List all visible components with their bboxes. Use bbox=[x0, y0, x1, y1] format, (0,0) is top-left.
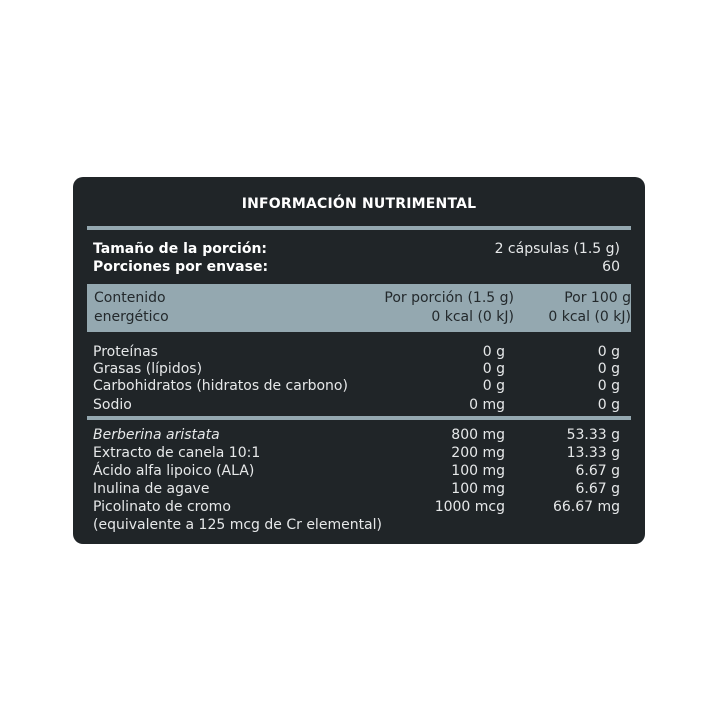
ingredient-per-100g: 13.33 g bbox=[566, 445, 620, 461]
ingredient-per-serving: 100 mg bbox=[451, 463, 505, 479]
servings-per-pack-value: 60 bbox=[602, 259, 620, 275]
ingredient-per-100g: 6.67 g bbox=[575, 481, 620, 497]
ingredient-per-serving: 1000 mcg bbox=[434, 499, 505, 515]
ingredient-per-serving: 800 mg bbox=[451, 427, 505, 443]
serving-size-value: 2 cápsulas (1.5 g) bbox=[494, 241, 620, 257]
ingredient-name: Ácido alfa lipoico (ALA) bbox=[93, 463, 255, 479]
title-divider bbox=[87, 226, 631, 230]
energy-band bbox=[87, 284, 631, 332]
ingredient-name: Extracto de canela 10:1 bbox=[93, 445, 261, 461]
nutrient-per-serving: 0 g bbox=[482, 361, 505, 377]
ingredient-per-100g: 6.67 g bbox=[575, 463, 620, 479]
energy-per-serving: 0 kcal (0 kJ) bbox=[431, 309, 514, 325]
nutrient-per-100g: 0 g bbox=[597, 344, 620, 360]
nutrient-per-serving: 0 mg bbox=[469, 397, 505, 413]
ingredient-per-100g: 66.67 mg bbox=[552, 499, 620, 515]
ingredients-divider bbox=[87, 416, 631, 420]
ingredient-per-serving: 200 mg bbox=[451, 445, 505, 461]
ingredient-per-100g: 53.33 g bbox=[566, 427, 620, 443]
per-serving-header: Por porción (1.5 g) bbox=[384, 290, 514, 306]
nutrient-per-100g: 0 g bbox=[597, 361, 620, 377]
nutrient-name: Carbohidratos (hidratos de carbono) bbox=[93, 378, 348, 394]
ingredient-per-serving: 100 mg bbox=[451, 481, 505, 497]
nutrient-per-100g: 0 g bbox=[597, 378, 620, 394]
energy-label-line2: energético bbox=[94, 309, 169, 325]
servings-per-pack-label: Porciones por envase: bbox=[93, 259, 269, 275]
serving-size-label: Tamaño de la porción: bbox=[93, 241, 268, 257]
ingredient-name: Inulina de agave bbox=[93, 481, 210, 497]
nutrient-name: Sodio bbox=[93, 397, 132, 413]
nutrient-per-serving: 0 g bbox=[482, 378, 505, 394]
ingredient-name: Picolinato de cromo bbox=[93, 499, 231, 515]
nutrient-per-serving: 0 g bbox=[482, 344, 505, 360]
energy-per-100g: 0 kcal (0 kJ) bbox=[548, 309, 631, 325]
panel-title: INFORMACIÓN NUTRIMENTAL bbox=[241, 196, 477, 212]
nutrient-name: Grasas (lípidos) bbox=[93, 361, 203, 377]
nutrient-name: Proteínas bbox=[93, 344, 158, 360]
nutrition-facts-panel bbox=[73, 177, 645, 544]
energy-label-line1: Contenido bbox=[94, 290, 166, 306]
per-100g-header: Por 100 g bbox=[564, 290, 631, 306]
ingredient-name: Berberina aristata bbox=[93, 427, 220, 443]
chromium-footnote: (equivalente a 125 mcg de Cr elemental) bbox=[93, 517, 382, 533]
nutrient-per-100g: 0 g bbox=[597, 397, 620, 413]
